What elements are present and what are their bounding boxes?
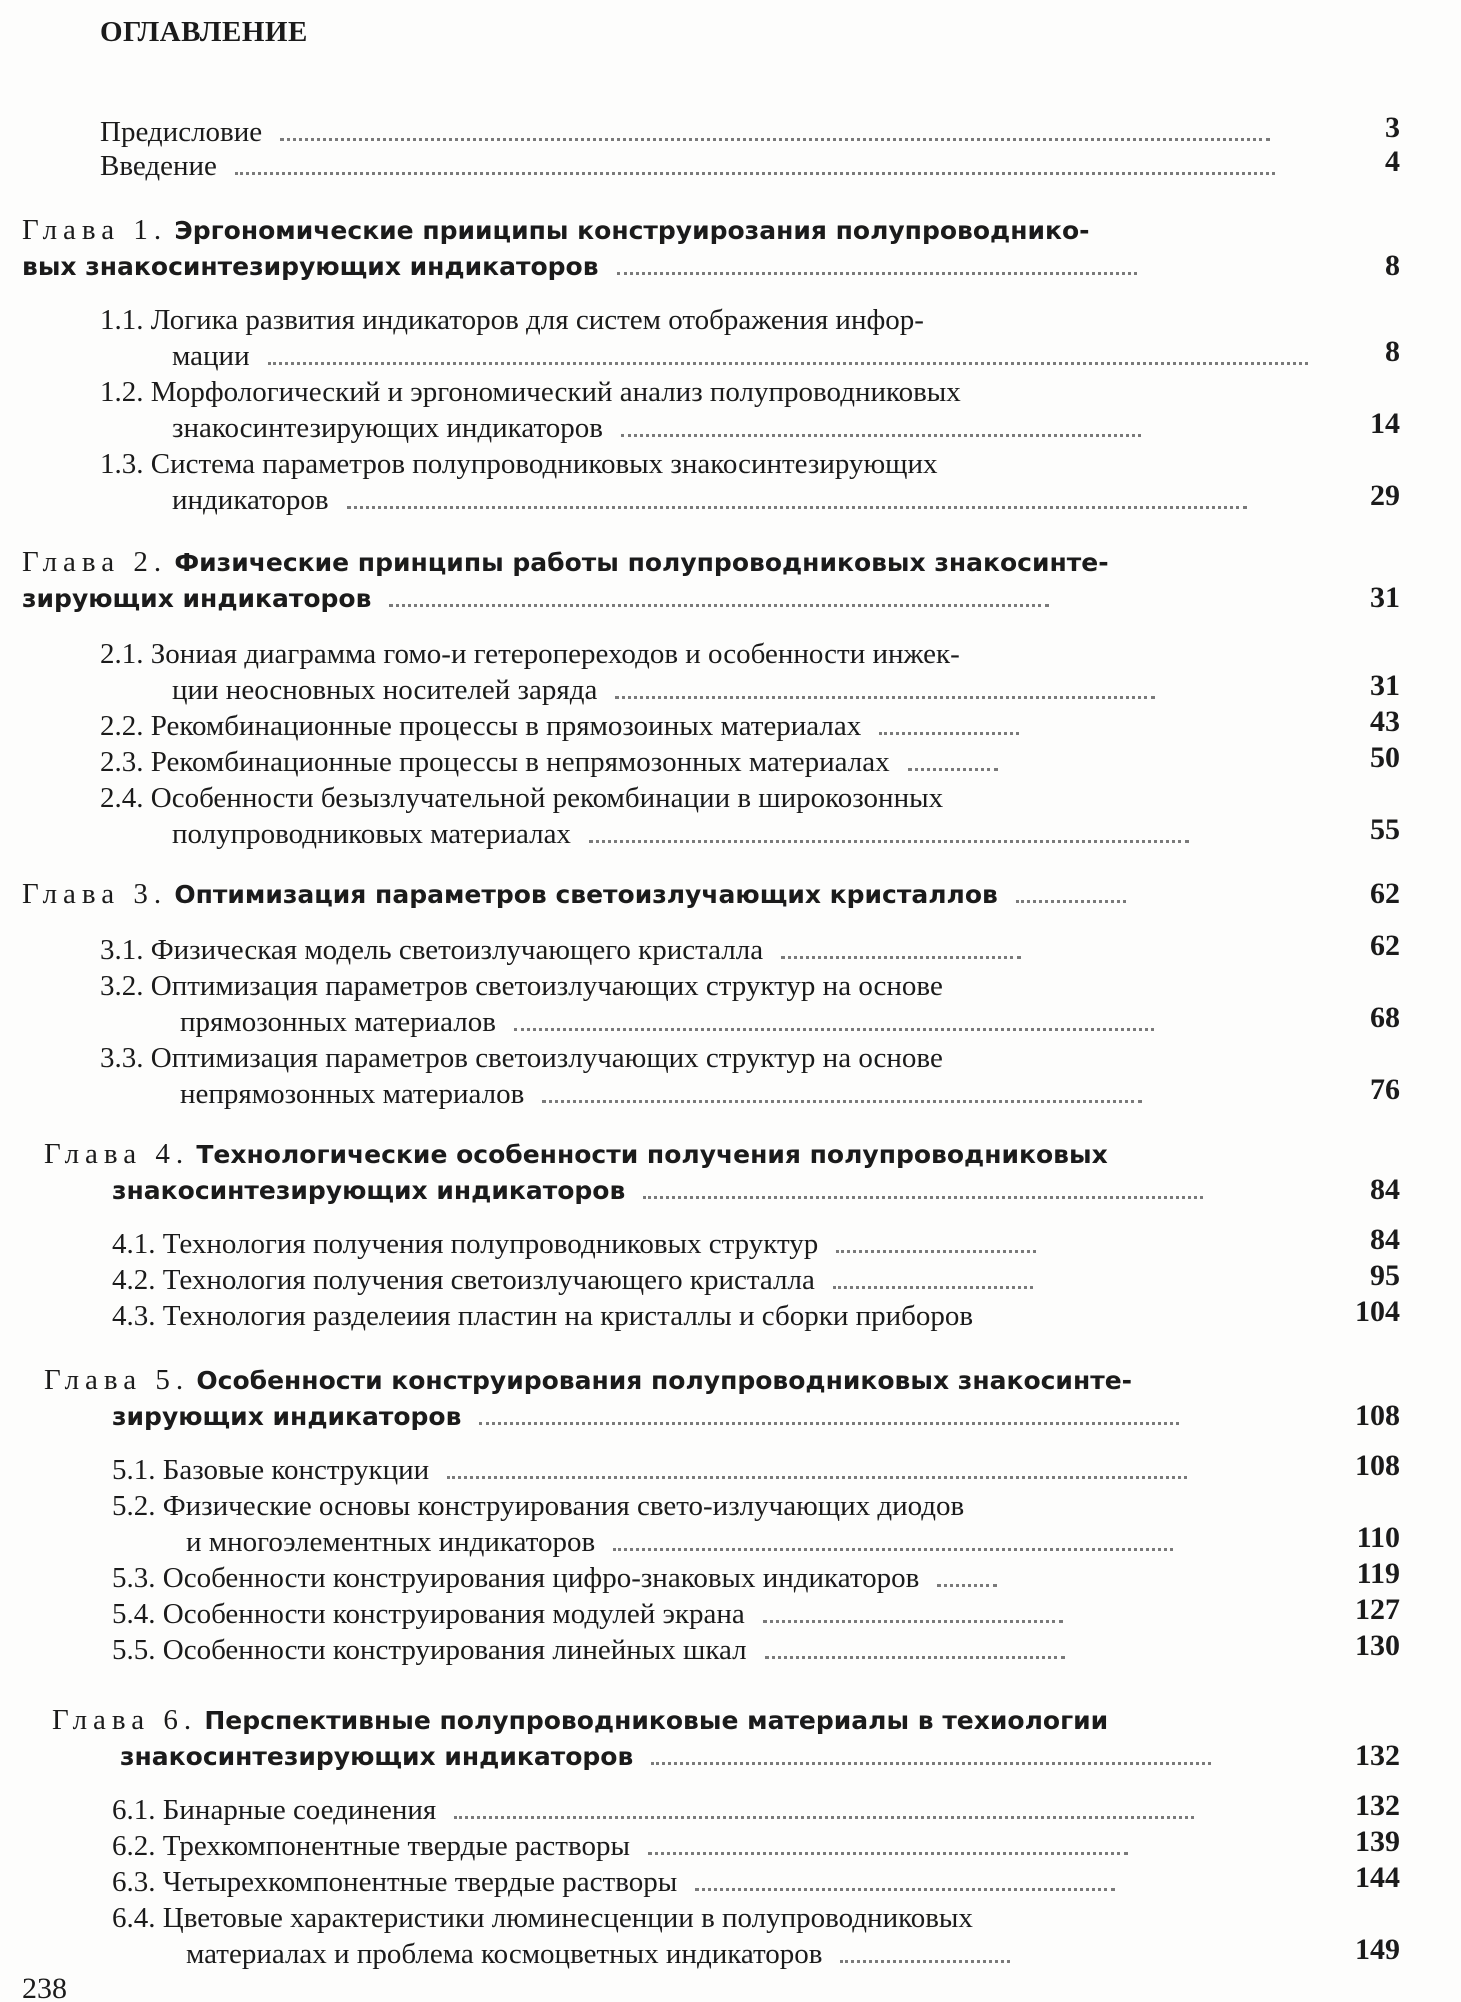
section-5-4: 5.4. Особенности конструирования модулей экрана [112, 1596, 1063, 1632]
dot-leader [879, 732, 1019, 735]
section-2-1: 2.1. Зониая диаграмма гомо-и гетеропереходов и особенности инжек- [100, 638, 960, 670]
section-1-1: 1.1. Логика развития индикаторов для систем отображения инфор- [100, 304, 924, 336]
toc-page-number: 4 [1385, 145, 1400, 178]
section-5-5: 5.5. Особенности конструирования линейных шкал [112, 1632, 1065, 1668]
dot-leader [651, 1762, 1211, 1765]
section-page-number: 130 [1355, 1629, 1400, 1662]
section-page-number: 144 [1355, 1861, 1400, 1894]
chapter-4-title: Глава 4. Технологические особенности получения полупроводниковых [44, 1138, 1108, 1170]
section-1-3-cont: индикаторов [172, 482, 1247, 518]
dot-leader [447, 1476, 1187, 1479]
page-title: ОГЛАВЛЕНИЕ [100, 16, 308, 48]
section-5-2-cont: и многоэлементных индикаторов [186, 1524, 1173, 1560]
dot-leader [268, 362, 1308, 365]
chapter-page-number: 132 [1355, 1739, 1400, 1772]
dot-leader [643, 1196, 1203, 1199]
section-page-number: 127 [1355, 1593, 1400, 1626]
section-page-number: 95 [1370, 1259, 1400, 1292]
dot-leader [908, 768, 998, 771]
section-3-2-cont: прямозонных материалов [180, 1004, 1154, 1040]
dot-leader [589, 840, 1189, 843]
chapter-3-title: Глава 3. Оптимизация параметров светоизлучающих кристаллов [22, 876, 1126, 912]
chapter-page-number: 31 [1370, 581, 1400, 614]
chapter-1-title: Глава 1. Эргономические прииципы конструирозания полупроводнико- [22, 214, 1090, 246]
dot-leader [280, 138, 1270, 141]
toc-entry-preface [100, 114, 1270, 150]
section-2-4: 2.4. Особенности безызлучательной рекомбинации в широкозонных [100, 782, 944, 814]
section-5-1: 5.1. Базовые конструкции [112, 1452, 1187, 1488]
section-6-4-cont: материалах и проблема космоцветных индикаторов [186, 1936, 1010, 1972]
chapter-5-title-cont: зирующих индикаторов [112, 1398, 1179, 1434]
chapter-label: Глава 4. [44, 1138, 190, 1170]
chapter-5-title: Глава 5. Особенности конструирования полупроводниковых знакосинте- [44, 1364, 1133, 1396]
dot-leader [833, 1286, 1033, 1289]
section-1-3: 1.3. Система параметров полупроводниковых знакосинтезирующих [100, 448, 938, 480]
section-5-3: 5.3. Особенности конструирования цифро-знаковых индикаторов [112, 1560, 997, 1596]
section-page-number: 110 [1356, 1521, 1400, 1554]
toc-entry-text: Введение [100, 150, 217, 182]
section-page-number: 104 [1355, 1295, 1400, 1328]
dot-leader [454, 1816, 1194, 1819]
section-2-4-cont: полупроводниковых материалах [172, 816, 1189, 852]
dot-leader [613, 1548, 1173, 1551]
dot-leader [621, 434, 1141, 437]
section-page-number: 108 [1355, 1449, 1400, 1482]
chapter-2-title-cont: зирующих индикаторов [22, 580, 1049, 616]
chapter-6-title-cont: знакосинтезирующих индикаторов [120, 1738, 1211, 1774]
toc-entry-introduction [100, 148, 1275, 184]
section-page-number: 14 [1370, 407, 1400, 440]
section-page-number: 29 [1370, 479, 1400, 512]
section-4-1: 4.1. Технология получения полупроводниковых структур [112, 1226, 1036, 1262]
section-page-number: 139 [1355, 1825, 1400, 1858]
section-page-number: 149 [1355, 1933, 1400, 1966]
chapter-page-number: 84 [1370, 1173, 1400, 1206]
section-page-number: 50 [1370, 741, 1400, 774]
dot-leader [514, 1028, 1154, 1031]
section-6-2: 6.2. Трехкомпонентные твердые растворы [112, 1828, 1128, 1864]
chapter-page-number: 62 [1370, 877, 1400, 910]
section-1-1-cont: мации [172, 338, 1308, 374]
dot-leader [765, 1656, 1065, 1659]
section-page-number: 62 [1370, 929, 1400, 962]
dot-leader [235, 172, 1275, 175]
chapter-label: Глава 2. [22, 546, 168, 578]
section-page-number: 84 [1370, 1223, 1400, 1256]
section-3-3: 3.3. Оптимизация параметров светоизлучающих структур на основе [100, 1042, 943, 1074]
section-5-2: 5.2. Физические основы конструирования свето-излучающих диодов [112, 1490, 965, 1522]
section-page-number: 31 [1370, 669, 1400, 702]
chapter-1-title-cont: вых знакосинтезирующих индикаторов [22, 248, 1137, 284]
dot-leader [937, 1584, 997, 1587]
dot-leader [615, 696, 1155, 699]
section-6-4: 6.4. Цветовые характеристики люминесценции в полупроводниковых [112, 1902, 973, 1934]
dot-leader [840, 1960, 1010, 1963]
toc-entry-text: Предисловие [100, 116, 263, 148]
section-page-number: 43 [1370, 705, 1400, 738]
dot-leader [479, 1422, 1179, 1425]
chapter-2-title: Глава 2. Физические принципы работы полупроводниковых знакосинте- [22, 546, 1109, 578]
chapter-4-title-cont: знакосинтезирующих индикаторов [112, 1172, 1203, 1208]
dot-leader [347, 506, 1247, 509]
section-4-2: 4.2. Технология получения светоизлучающего кристалла [112, 1262, 1033, 1298]
section-page-number: 132 [1355, 1789, 1400, 1822]
chapter-label: Глава 1. [22, 214, 168, 246]
section-page-number: 76 [1370, 1073, 1400, 1106]
chapter-page-number: 108 [1355, 1399, 1400, 1432]
dot-leader [781, 956, 1021, 959]
section-page-number: 68 [1370, 1001, 1400, 1034]
dot-leader [542, 1100, 1142, 1103]
dot-leader [648, 1852, 1128, 1855]
section-page-number: 55 [1370, 813, 1400, 846]
dot-leader [389, 604, 1049, 607]
section-2-1-cont: ции неосновных носителей заряда [172, 672, 1155, 708]
section-page-number: 8 [1385, 335, 1400, 368]
chapter-6-title: Глава 6. Перспективные полупроводниковые материалы в техиологии [52, 1704, 1109, 1736]
section-3-2: 3.2. Оптимизация параметров светоизлучающих структур на основе [100, 970, 943, 1002]
dot-leader [617, 272, 1137, 275]
chapter-page-number: 8 [1385, 249, 1400, 282]
dot-leader [763, 1620, 1063, 1623]
section-2-3: 2.3. Рекомбинационные процессы в непрямозонных материалах [100, 744, 998, 780]
section-page-number: 119 [1356, 1557, 1400, 1590]
dot-leader [695, 1888, 1115, 1891]
section-1-2-cont: знакосинтезирующих индикаторов [172, 410, 1141, 446]
toc-page-number: 3 [1385, 111, 1400, 144]
section-1-2: 1.2. Морфологический и эргономический анализ полупроводниковых [100, 376, 961, 408]
section-4-3: 4.3. Технология разделеиия пластин на кристаллы и сборки приборов [112, 1300, 974, 1332]
section-3-3-cont: непрямозонных материалов [180, 1076, 1142, 1112]
page-footer-number: 238 [22, 1972, 67, 2002]
section-6-1: 6.1. Бинарные соединения [112, 1792, 1194, 1828]
chapter-label: Глава 3. [22, 878, 168, 910]
section-6-3: 6.3. Четырехкомпонентные твердые растворы [112, 1864, 1115, 1900]
chapter-label: Глава 5. [44, 1364, 190, 1396]
section-2-2: 2.2. Рекомбинационные процессы в прямозоиных материалах [100, 708, 1019, 744]
dot-leader [836, 1250, 1036, 1253]
dot-leader [1016, 900, 1126, 903]
chapter-label: Глава 6. [52, 1704, 198, 1736]
section-3-1: 3.1. Физическая модель светоизлучающего кристалла [100, 932, 1021, 968]
